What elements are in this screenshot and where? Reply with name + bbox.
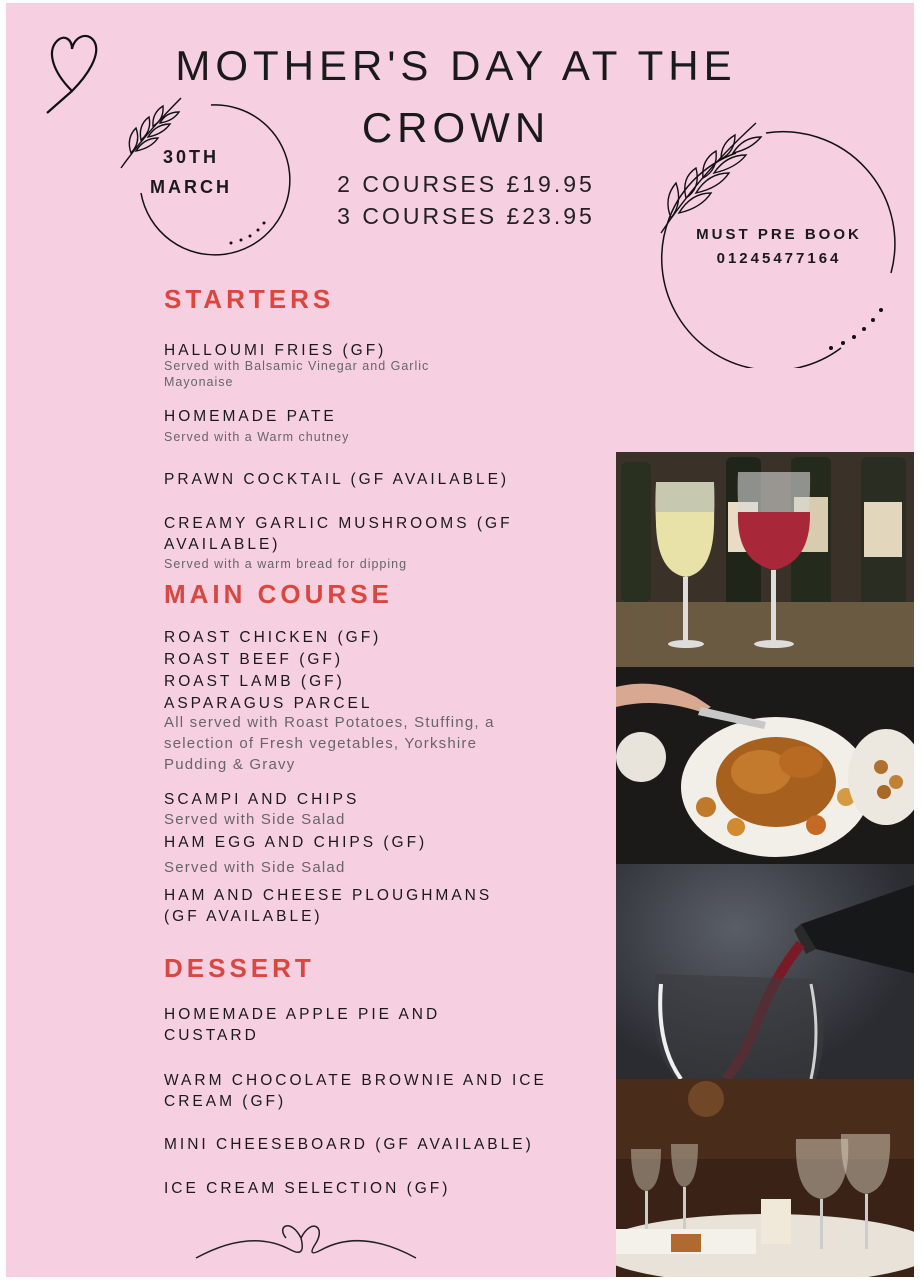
price-list (326, 168, 606, 232)
title-line-1: MOTHER'S DAY AT THE (175, 42, 737, 89)
menu-item: ICE CREAM SELECTION (GF) (164, 1180, 451, 1197)
date-day: 30TH (162, 147, 219, 167)
menu-item: HALLOUMI FRIES (GF) (164, 342, 387, 359)
booking-note: MUST PRE BOOK (696, 226, 862, 243)
main-course-heading: MAIN COURSE (164, 579, 393, 609)
menu-item: PRAWN COCKTAIL (GF AVAILABLE) (164, 471, 510, 488)
booking-info (674, 223, 884, 271)
leaf-sprig-icon (661, 123, 761, 233)
menu-item-description: Served with Side Salad (164, 811, 346, 828)
dessert-heading: DESSERT (164, 953, 315, 983)
price-three-courses: 3 COURSES £23.95 (337, 203, 595, 229)
menu-item-description: Served with Side Salad (164, 859, 346, 876)
menu-item: ASPARAGUS PARCEL (164, 695, 373, 712)
starters-heading: STARTERS (164, 284, 335, 314)
pouring-wine-photo (616, 864, 914, 1079)
menu-item: ROAST LAMB (GF) (164, 673, 345, 690)
wine-glasses-photo (616, 452, 914, 667)
heart-flourish-icon (191, 1208, 421, 1268)
menu-item: ROAST BEEF (GF) (164, 651, 344, 668)
menu-item-description: Served with Balsamic Vinegar and Garlic Mayonaise (164, 359, 430, 389)
roast-description: All served with Roast Potatoes, Stuffing, a selection of Fresh vegetables, Yorkshire Pudding & Gravy (164, 714, 495, 773)
menu-item: HAM EGG AND CHIPS (GF) (164, 834, 428, 851)
menu-item: CREAMY GARLIC MUSHROOMS (GF AVAILABLE) (164, 515, 513, 553)
menu-item: HOMEMADE PATE (164, 408, 337, 425)
roast-chicken-photo (616, 667, 914, 864)
menu-page (6, 3, 914, 1277)
menu-item: SCAMPI AND CHIPS (164, 791, 360, 808)
menu-item: MINI CHEESEBOARD (GF AVAILABLE) (164, 1136, 534, 1153)
menu-item-description: Served with a Warm chutney (164, 430, 350, 444)
date-month: MARCH (150, 177, 232, 197)
price-two-courses: 2 COURSES £19.95 (337, 171, 595, 197)
menu-item: WARM CHOCOLATE BROWNIE AND ICE CREAM (GF) (164, 1072, 547, 1110)
booking-phone: 01245477164 (716, 250, 842, 267)
menu-item: ROAST CHICKEN (GF) (164, 629, 382, 646)
restaurant-table-photo (616, 1079, 914, 1277)
date-badge (136, 142, 246, 202)
menu-item: HOMEMADE APPLE PIE AND CUSTARD (164, 1006, 441, 1044)
title-line-2: CROWN (361, 104, 551, 151)
menu-item-description: Served with a warm bread for dipping (164, 557, 408, 571)
menu-item: HAM AND CHEESE PLOUGHMANS (GF AVAILABLE) (164, 887, 493, 925)
